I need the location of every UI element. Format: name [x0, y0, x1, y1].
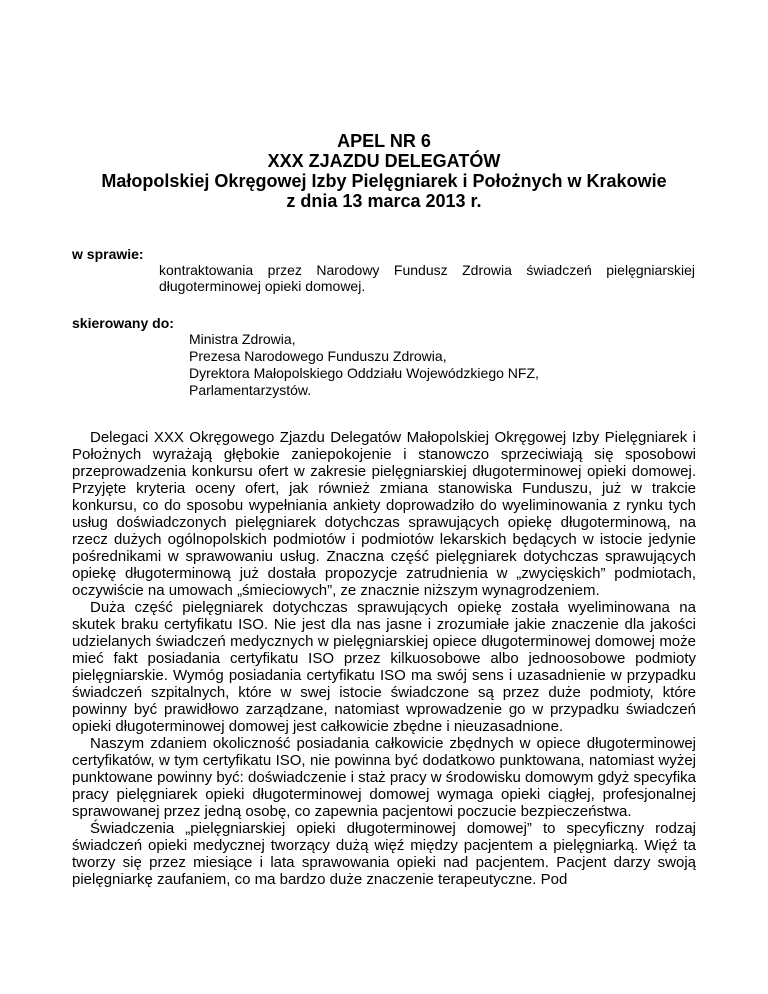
body-paragraph: Delegaci XXX Okręgowego Zjazdu Delegatów Małopolskiej Okręgowej Izby Pielęgniarek i Położnych wyrażają głębokie zaniepokojenie i stanowczo sprzeciwiają się sposobowi przeprowadzenia konkursu ofert w zakresie pielęgniarskiej długoterminowej opieki domowej. Przyjęte kryteria oceny ofert, jak również zmiana stanowiska Funduszu, już w trakcie konkursu, co do sposobu wypełniania ankiety doprowadziło do wyeliminowania z rynku tych usług doświadczonych pielęgniarek dotychczas sprawujących opiekę długoterminową, na rzecz dużych ogólnopolskich podmiotów i podmiotów lekarskich będących w istocie jedynie pośrednikami w sprawowaniu usług. Znaczna część pielęgniarek dotychczas sprawujących opiekę długoterminową już dostała propozycje zatrudnienia w „zwycięskich” podmiotach, oczywiście na umowach „śmieciowych”, ze znacznie niższym wynagrodzeniem. — [72, 429, 696, 599]
title-line-4: z dnia 13 marca 2013 r. — [286, 191, 482, 211]
body-paragraph: Duża część pielęgniarek dotychczas sprawujących opiekę została wyeliminowana na skutek braku certyfikatu ISO. Nie jest dla nas jasne i zrozumiałe jakie znaczenie dla jakości udzielanych świadczeń medycznych w pielęgniarskiej opiece długoterminowej domowej może mieć fakt posiadania certyfikatu ISO przez kilkuosobowe albo jednoosobowe podmioty pielęgniarskie. Wymóg posiadania certyfikatu ISO ma swój sens i uzasadnienie w przypadku świadczeń szpitalnych, które w swej istocie świadczone są przez duże podmioty, które powinny być prawidłowo zarządzane, natomiast wprowadzenie go w przypadku świadczeń opieki długoterminowej domowej jest całkowicie zbędne i nieuzasadnione. — [72, 599, 696, 735]
title-line-3: Małopolskiej Okręgowej Izby Pielęgniarek i Położnych w Krakowie — [101, 171, 667, 191]
title-line-2: XXX ZJAZDU DELEGATÓW — [267, 151, 501, 171]
body-paragraph: Naszym zdaniem okoliczność posiadania całkowicie zbędnych w opiece długoterminowej certyfikatów, w tym certyfikatu ISO, nie powinna być dodatkowo punktowana, natomiast wyżej punktowane powinny być: doświadczenie i staż pracy w środowisku domowym gdyż specyfika pracy pielęgniarek opieki długoterminowej domowej wymaga opieki ciągłej, profesjonalnej sprawowanej przez jedną osobę, co zapewnia pacjentowi poczucie bezpieczeństwa. — [72, 735, 696, 820]
body-paragraph: Świadczenia „pielęgniarskiej opieki długoterminowej domowej” to specyficzny rodzaj świadczeń opieki medycznej tworzący dużą więź między pacjentem a pielęgniarką. Więź ta tworzy się przez miesiące i lata sprawowania opieki nad pacjentem. Pacjent darzy swoją pielęgniarkę zaufaniem, co ma bardzo duże znaczenie terapeutyczne. Pod — [72, 820, 696, 888]
subject-text: kontraktowania przez Narodowy Fundusz Zdrowia świadczeń pielęgniarskiej długoterminowej opieki domowej. — [159, 262, 695, 294]
addressees-label: skierowany do: — [72, 315, 174, 331]
subject-label: w sprawie: — [72, 246, 144, 262]
addressee-item: Dyrektora Małopolskiego Oddziału Wojewódzkiego NFZ, — [189, 365, 539, 381]
addressee-item: Prezesa Narodowego Funduszu Zdrowia, — [189, 348, 447, 364]
addressee-item: Parlamentarzystów. — [189, 382, 312, 398]
document-title — [0, 131, 768, 211]
addressees-list — [189, 331, 539, 399]
body-text — [72, 429, 696, 888]
addressee-item: Ministra Zdrowia, — [189, 331, 296, 347]
title-line-1: APEL NR 6 — [337, 131, 431, 151]
